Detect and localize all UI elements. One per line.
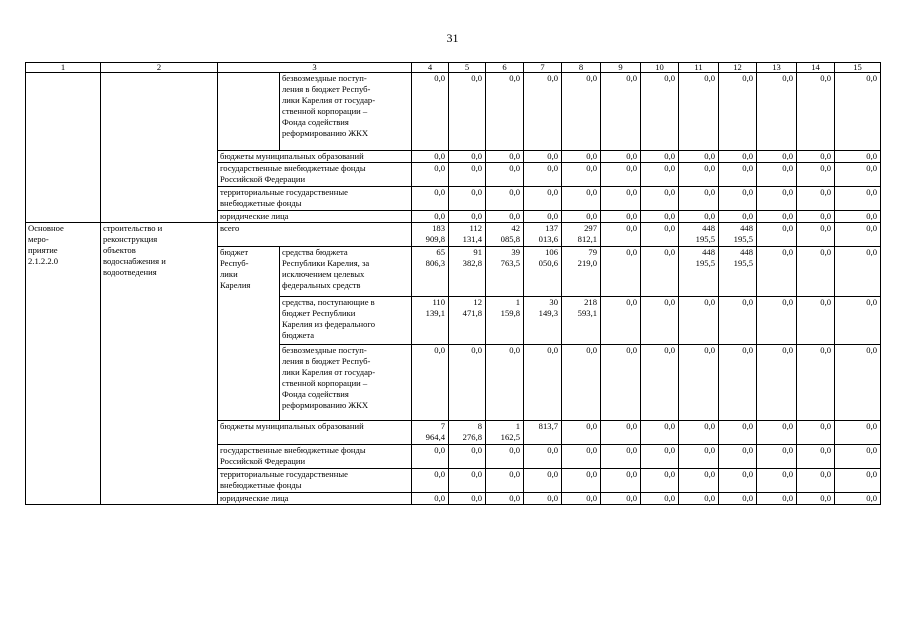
value-cell: 110 139,1 bbox=[412, 297, 449, 345]
value-cell: 0,0 bbox=[835, 187, 881, 211]
value-cell: 0,0 bbox=[601, 73, 641, 151]
value-cell: 0,0 bbox=[641, 187, 679, 211]
value-cell: 0,0 bbox=[835, 163, 881, 187]
value-cell: 0,0 bbox=[601, 445, 641, 469]
value-cell: 0,0 bbox=[835, 421, 881, 445]
value-cell: 0,0 bbox=[719, 445, 757, 469]
value-cell: 448 195,5 bbox=[719, 223, 757, 247]
value-cell: 0,0 bbox=[641, 493, 679, 505]
value-cell: 0,0 bbox=[835, 247, 881, 297]
value-cell: 0,0 bbox=[524, 187, 562, 211]
row-label: юридические лица bbox=[218, 493, 412, 505]
value-cell: 0,0 bbox=[641, 223, 679, 247]
value-cell: 91 382,8 bbox=[449, 247, 486, 297]
row-label: средства бюджета Республики Карелия, за исключением целевых федеральных средств bbox=[280, 247, 412, 297]
value-cell: 0,0 bbox=[562, 345, 601, 421]
value-cell: 0,0 bbox=[562, 211, 601, 223]
value-cell: 0,0 bbox=[835, 469, 881, 493]
empty-cell bbox=[101, 73, 218, 223]
row-label: государственные внебюджетные фонды Российской Федерации bbox=[218, 445, 412, 469]
value-cell: 0,0 bbox=[449, 151, 486, 163]
table-row bbox=[26, 63, 881, 73]
header-cell: 11 bbox=[679, 63, 719, 73]
value-cell: 0,0 bbox=[486, 73, 524, 151]
value-cell: 0,0 bbox=[562, 187, 601, 211]
value-cell: 0,0 bbox=[601, 345, 641, 421]
value-cell: 0,0 bbox=[641, 297, 679, 345]
value-cell: 0,0 bbox=[641, 73, 679, 151]
value-cell: 0,0 bbox=[797, 445, 835, 469]
value-cell: 0,0 bbox=[757, 445, 797, 469]
value-cell: 0,0 bbox=[797, 493, 835, 505]
value-cell: 0,0 bbox=[562, 445, 601, 469]
value-cell: 0,0 bbox=[486, 163, 524, 187]
value-cell: 0,0 bbox=[412, 187, 449, 211]
value-cell: 0,0 bbox=[449, 493, 486, 505]
budget-group-label: бюджет Респуб- лики Карелия bbox=[218, 247, 280, 421]
value-cell: 0,0 bbox=[797, 345, 835, 421]
value-cell: 0,0 bbox=[486, 445, 524, 469]
row-label: государственные внебюджетные фонды Российской Федерации bbox=[218, 163, 412, 187]
value-cell: 0,0 bbox=[412, 469, 449, 493]
value-cell: 0,0 bbox=[719, 469, 757, 493]
value-cell: 0,0 bbox=[641, 345, 679, 421]
value-cell: 0,0 bbox=[797, 469, 835, 493]
value-cell: 0,0 bbox=[797, 163, 835, 187]
value-cell: 0,0 bbox=[641, 445, 679, 469]
value-cell: 0,0 bbox=[719, 421, 757, 445]
value-cell: 0,0 bbox=[757, 223, 797, 247]
value-cell: 79 219,0 bbox=[562, 247, 601, 297]
value-cell: 39 763,5 bbox=[486, 247, 524, 297]
value-cell: 0,0 bbox=[719, 345, 757, 421]
header-cell: 7 bbox=[524, 63, 562, 73]
value-cell: 0,0 bbox=[757, 211, 797, 223]
value-cell: 0,0 bbox=[486, 151, 524, 163]
value-cell: 0,0 bbox=[679, 469, 719, 493]
row-label: безвозмездные поступ- ления в бюджет Респуб- лики Карелия от государ- ственной корпорации – Фонда содействия реформированию ЖКХ bbox=[280, 345, 412, 421]
value-cell: 65 806,3 bbox=[412, 247, 449, 297]
page-number: 31 bbox=[446, 31, 459, 45]
value-cell: 0,0 bbox=[757, 493, 797, 505]
value-cell: 448 195,5 bbox=[679, 223, 719, 247]
value-cell: 0,0 bbox=[835, 151, 881, 163]
empty-cell bbox=[26, 73, 101, 223]
value-cell: 12 471,8 bbox=[449, 297, 486, 345]
value-cell: 0,0 bbox=[641, 247, 679, 297]
value-cell: 0,0 bbox=[524, 163, 562, 187]
value-cell: 0,0 bbox=[757, 469, 797, 493]
value-cell: 0,0 bbox=[524, 345, 562, 421]
value-cell: 0,0 bbox=[835, 493, 881, 505]
table-body bbox=[26, 63, 881, 505]
value-cell: 297 812,1 bbox=[562, 223, 601, 247]
value-cell: 0,0 bbox=[641, 211, 679, 223]
value-cell: 0,0 bbox=[641, 163, 679, 187]
value-cell: 0,0 bbox=[797, 151, 835, 163]
value-cell: 0,0 bbox=[562, 469, 601, 493]
value-cell: 0,0 bbox=[449, 469, 486, 493]
value-cell: 0,0 bbox=[601, 223, 641, 247]
value-cell: 0,0 bbox=[562, 421, 601, 445]
header-cell: 13 bbox=[757, 63, 797, 73]
table-row bbox=[26, 223, 881, 247]
value-cell: 0,0 bbox=[601, 247, 641, 297]
value-cell: 0,0 bbox=[797, 187, 835, 211]
value-cell: 0,0 bbox=[719, 297, 757, 345]
value-cell: 0,0 bbox=[449, 187, 486, 211]
value-cell: 1 162,5 bbox=[486, 421, 524, 445]
row-label: территориальные государственные внебюджетные фонды bbox=[218, 187, 412, 211]
value-cell: 0,0 bbox=[524, 211, 562, 223]
value-cell: 0,0 bbox=[719, 211, 757, 223]
row-label: территориальные государственные внебюджетные фонды bbox=[218, 469, 412, 493]
header-cell: 6 bbox=[486, 63, 524, 73]
value-cell: 0,0 bbox=[562, 73, 601, 151]
value-cell: 0,0 bbox=[641, 469, 679, 493]
value-cell: 0,0 bbox=[835, 73, 881, 151]
value-cell: 0,0 bbox=[601, 297, 641, 345]
value-cell: 0,0 bbox=[486, 211, 524, 223]
value-cell: 0,0 bbox=[486, 187, 524, 211]
row-label: юридические лица bbox=[218, 211, 412, 223]
value-cell: 0,0 bbox=[835, 445, 881, 469]
value-cell: 813,7 bbox=[524, 421, 562, 445]
header-cell: 5 bbox=[449, 63, 486, 73]
value-cell: 0,0 bbox=[601, 493, 641, 505]
value-cell: 183 909,8 bbox=[412, 223, 449, 247]
value-cell: 448 195,5 bbox=[679, 247, 719, 297]
value-cell: 30 149,3 bbox=[524, 297, 562, 345]
value-cell: 0,0 bbox=[601, 187, 641, 211]
value-cell: 0,0 bbox=[641, 421, 679, 445]
value-cell: 0,0 bbox=[524, 445, 562, 469]
header-cell: 15 bbox=[835, 63, 881, 73]
value-cell: 0,0 bbox=[835, 211, 881, 223]
value-cell: 0,0 bbox=[524, 469, 562, 493]
value-cell: 0,0 bbox=[679, 421, 719, 445]
row-label: бюджеты муниципальных образований bbox=[218, 421, 412, 445]
value-cell: 0,0 bbox=[562, 151, 601, 163]
value-cell: 0,0 bbox=[486, 469, 524, 493]
header-cell: 8 bbox=[562, 63, 601, 73]
value-cell: 0,0 bbox=[679, 345, 719, 421]
value-cell: 7 964,4 bbox=[412, 421, 449, 445]
value-cell: 0,0 bbox=[757, 163, 797, 187]
value-cell: 0,0 bbox=[679, 151, 719, 163]
value-cell: 0,0 bbox=[679, 163, 719, 187]
value-cell: 0,0 bbox=[797, 247, 835, 297]
value-cell: 137 013,6 bbox=[524, 223, 562, 247]
header-cell: 12 bbox=[719, 63, 757, 73]
value-cell: 8 276,8 bbox=[449, 421, 486, 445]
value-cell: 0,0 bbox=[719, 187, 757, 211]
value-cell: 0,0 bbox=[449, 163, 486, 187]
value-cell: 0,0 bbox=[601, 211, 641, 223]
value-cell: 0,0 bbox=[679, 211, 719, 223]
value-cell: 0,0 bbox=[757, 421, 797, 445]
value-cell: 0,0 bbox=[412, 493, 449, 505]
value-cell: 0,0 bbox=[835, 223, 881, 247]
value-cell: 0,0 bbox=[601, 469, 641, 493]
value-cell: 218 593,1 bbox=[562, 297, 601, 345]
value-cell: 0,0 bbox=[679, 187, 719, 211]
value-cell: 42 085,8 bbox=[486, 223, 524, 247]
header-cell: 2 bbox=[101, 63, 218, 73]
header-cell: 3 bbox=[218, 63, 412, 73]
value-cell: 0,0 bbox=[562, 493, 601, 505]
row-label: всего bbox=[218, 223, 412, 247]
table-row bbox=[26, 73, 881, 151]
value-cell: 0,0 bbox=[797, 223, 835, 247]
value-cell: 0,0 bbox=[486, 493, 524, 505]
value-cell: 0,0 bbox=[719, 73, 757, 151]
value-cell: 0,0 bbox=[449, 445, 486, 469]
header-cell: 10 bbox=[641, 63, 679, 73]
value-cell: 0,0 bbox=[757, 297, 797, 345]
measure-name: строительство и реконструкция объектов водоснабжения и водоотведения bbox=[101, 223, 218, 505]
header-cell: 1 bbox=[26, 63, 101, 73]
value-cell: 0,0 bbox=[757, 247, 797, 297]
row-label: безвозмездные поступ- ления в бюджет Респуб- лики Карелия от государ- ственной корпорации – Фонда содействия реформированию ЖКХ bbox=[280, 73, 412, 151]
value-cell: 0,0 bbox=[412, 211, 449, 223]
empty-cell bbox=[218, 73, 280, 151]
measure-code: Основное меро- приятие 2.1.2.2.0 bbox=[26, 223, 101, 505]
value-cell: 0,0 bbox=[412, 345, 449, 421]
value-cell: 0,0 bbox=[641, 151, 679, 163]
value-cell: 0,0 bbox=[835, 297, 881, 345]
value-cell: 0,0 bbox=[449, 211, 486, 223]
header-cell: 14 bbox=[797, 63, 835, 73]
value-cell: 0,0 bbox=[524, 73, 562, 151]
value-cell: 0,0 bbox=[719, 493, 757, 505]
value-cell: 0,0 bbox=[719, 163, 757, 187]
value-cell: 0,0 bbox=[757, 73, 797, 151]
value-cell: 0,0 bbox=[679, 297, 719, 345]
value-cell: 0,0 bbox=[601, 163, 641, 187]
value-cell: 0,0 bbox=[679, 445, 719, 469]
value-cell: 0,0 bbox=[412, 73, 449, 151]
row-label: средства, поступающие в бюджет Республики Карелия из федерального бюджета bbox=[280, 297, 412, 345]
value-cell: 0,0 bbox=[562, 163, 601, 187]
value-cell: 0,0 bbox=[797, 73, 835, 151]
value-cell: 106 050,6 bbox=[524, 247, 562, 297]
value-cell: 0,0 bbox=[449, 345, 486, 421]
value-cell: 0,0 bbox=[719, 151, 757, 163]
value-cell: 0,0 bbox=[757, 345, 797, 421]
value-cell: 0,0 bbox=[797, 421, 835, 445]
value-cell: 0,0 bbox=[524, 493, 562, 505]
value-cell: 0,0 bbox=[486, 345, 524, 421]
value-cell: 0,0 bbox=[524, 151, 562, 163]
header-cell: 9 bbox=[601, 63, 641, 73]
value-cell: 0,0 bbox=[412, 445, 449, 469]
value-cell: 0,0 bbox=[679, 493, 719, 505]
value-cell: 0,0 bbox=[601, 151, 641, 163]
value-cell: 0,0 bbox=[757, 151, 797, 163]
value-cell: 0,0 bbox=[797, 211, 835, 223]
value-cell: 0,0 bbox=[412, 163, 449, 187]
value-cell: 112 131,4 bbox=[449, 223, 486, 247]
value-cell: 0,0 bbox=[835, 345, 881, 421]
header-cell: 4 bbox=[412, 63, 449, 73]
value-cell: 1 159,8 bbox=[486, 297, 524, 345]
value-cell: 0,0 bbox=[679, 73, 719, 151]
value-cell: 0,0 bbox=[601, 421, 641, 445]
value-cell: 0,0 bbox=[412, 151, 449, 163]
value-cell: 0,0 bbox=[797, 297, 835, 345]
row-label: бюджеты муниципальных образований bbox=[218, 151, 412, 163]
value-cell: 0,0 bbox=[757, 187, 797, 211]
financing-table bbox=[25, 62, 881, 505]
value-cell: 448 195,5 bbox=[719, 247, 757, 297]
value-cell: 0,0 bbox=[449, 73, 486, 151]
